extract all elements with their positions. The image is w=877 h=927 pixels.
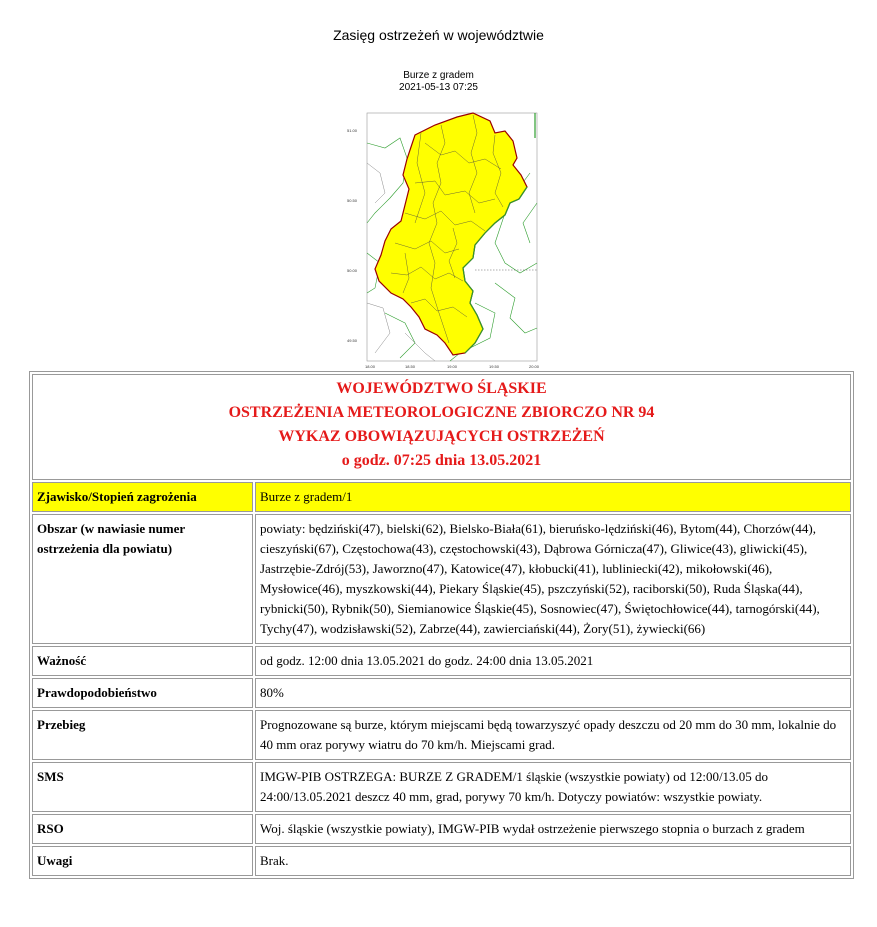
phenomenon-value: Burze z gradem/1 bbox=[255, 482, 851, 512]
validity-label: Ważność bbox=[32, 646, 253, 676]
sms-value: IMGW-PIB OSTRZEGA: BURZE Z GRADEM/1 śląskie (wszystkie powiaty) od 12:00/13.05 do 24:00/13.05.2021 deszcz 40 mm, grad, porywy 70 km/h. Dotyczy powiatów: wszystkie powiaty. bbox=[255, 762, 851, 812]
lon-labels bbox=[365, 364, 540, 369]
row-notes bbox=[32, 846, 851, 876]
lat-label: 51.00 bbox=[347, 128, 358, 133]
lat-label: 50.50 bbox=[347, 198, 358, 203]
row-validity bbox=[32, 646, 851, 676]
rso-label: RSO bbox=[32, 814, 253, 844]
lon-label: 20.00 bbox=[529, 364, 540, 369]
rso-value: Woj. śląskie (wszystkie powiaty), IMGW-PIB wydał ostrzeżenie pierwszego stopnia o burzach z gradem bbox=[255, 814, 851, 844]
course-value: Prognozowane są burze, którym miejscami będą towarzyszyć opady deszczu od 20 mm do 30 mm, lokalnie do 40 mm oraz porywy wiatru do 70 km/h. Miejscami grad. bbox=[255, 710, 851, 760]
row-rso bbox=[32, 814, 851, 844]
header-region: WOJEWÓDZTWO ŚLĄSKIE bbox=[336, 380, 547, 397]
lon-label: 19.00 bbox=[447, 364, 458, 369]
lon-label: 19.50 bbox=[489, 364, 500, 369]
sms-label: SMS bbox=[32, 762, 253, 812]
area-label: Obszar (w nawiasie numer ostrzeżenia dla powiatu) bbox=[32, 514, 253, 644]
header-issue-time: o godz. 07:25 dnia 13.05.2021 bbox=[341, 452, 542, 469]
row-sms bbox=[32, 762, 851, 812]
probability-label: Prawdopodobieństwo bbox=[32, 678, 253, 708]
lat-label: 50.00 bbox=[347, 268, 358, 273]
row-area bbox=[32, 514, 851, 644]
notes-value: Brak. bbox=[255, 846, 851, 876]
map-caption bbox=[0, 70, 877, 94]
course-label: Przebieg bbox=[32, 710, 253, 760]
validity-value: od godz. 12:00 dnia 13.05.2021 do godz. 24:00 dnia 13.05.2021 bbox=[255, 646, 851, 676]
page-title: Zasięg ostrzeżeń w województwie bbox=[333, 27, 544, 43]
lon-label: 18.00 bbox=[365, 364, 376, 369]
area-value: powiaty: będziński(47), bielski(62), Bielsko-Biała(61), bieruńsko-lędziński(46), Bytom(44), Chorzów(44), cieszyński(67), Częstochowa(43), częstochowski(43), Dąbrowa Górnicza(47), Gliwice(43), gliwicki(45), Jastrzębie-Zdrój(53), Jaworzno(47), Katowice(47), kłobucki(41), lubliniecki(42), mikołowski(46), Mysłowice(46), myszkowski(44), Piekary Śląskie(45), pszczyński(52), raciborski(50), Ruda Śląska(44), rybnicki(50), Rybnik(50), Siemianowice Śląskie(45), Sosnowiec(47), Świętochłowice(44), tarnogórski(44), Tychy(47), wodzisławski(52), Zabrze(44), zawierciański(44), Żory(51), żywiecki(66) bbox=[255, 514, 851, 644]
lat-labels bbox=[347, 128, 358, 343]
header-list-title: WYKAZ OBOWIĄZUJĄCYCH OSTRZEŻEŃ bbox=[278, 428, 605, 445]
map-caption-date: 2021-05-13 07:25 bbox=[399, 82, 478, 93]
lat-label: 49.50 bbox=[347, 338, 358, 343]
row-phenomenon bbox=[32, 482, 851, 512]
lon-label: 18.50 bbox=[405, 364, 416, 369]
header-bulletin: OSTRZEŻENIA METEOROLOGICZNE ZBIORCZO NR 94 bbox=[228, 404, 655, 421]
map-caption-phenomenon: Burze z gradem bbox=[403, 70, 474, 81]
warning-map bbox=[345, 103, 545, 371]
phenomenon-label: Zjawisko/Stopień zagrożenia bbox=[32, 482, 253, 512]
probability-value: 80% bbox=[255, 678, 851, 708]
row-probability bbox=[32, 678, 851, 708]
warnings-header bbox=[32, 374, 851, 480]
row-course bbox=[32, 710, 851, 760]
notes-label: Uwagi bbox=[32, 846, 253, 876]
warnings-table bbox=[29, 371, 854, 879]
